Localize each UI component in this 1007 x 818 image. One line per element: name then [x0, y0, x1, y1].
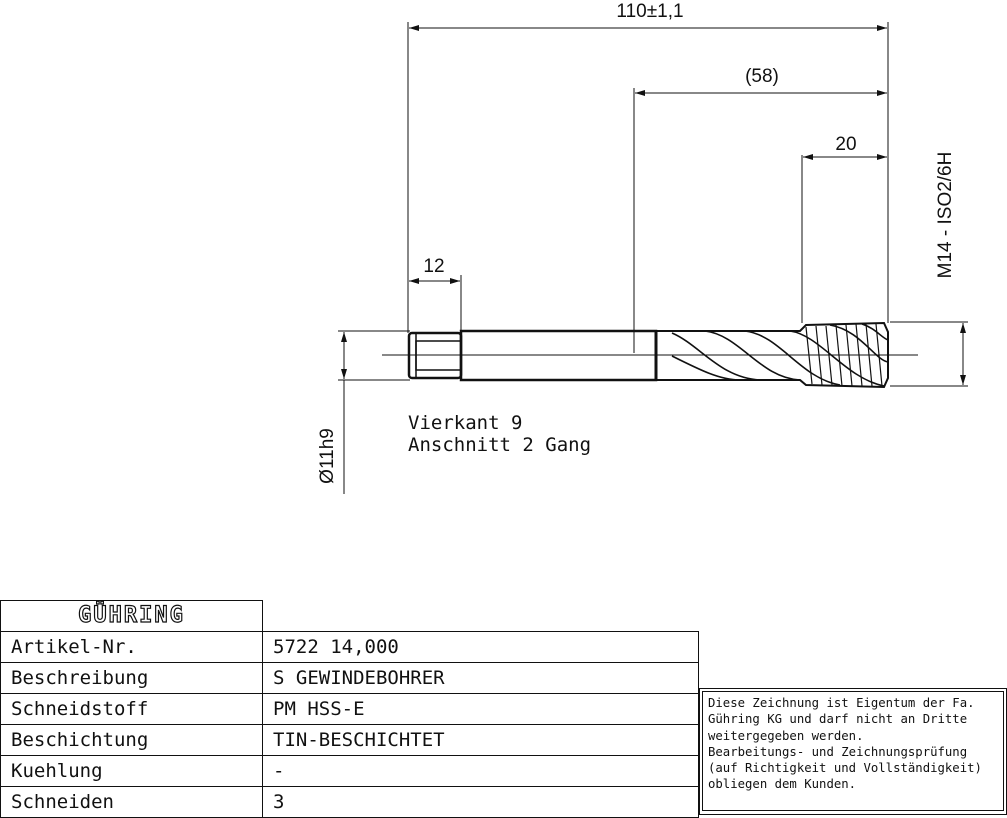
note-chamfer: Anschnitt 2 Gang — [408, 434, 592, 456]
table-row — [1, 724, 699, 755]
dim-thread-spec: M14 - ISO2/6H — [935, 151, 956, 279]
logo-cell — [1, 601, 263, 632]
row-value: PM HSS-E — [263, 693, 699, 724]
row-label: Beschreibung — [1, 662, 263, 693]
table-row — [1, 693, 699, 724]
copyright-notice: Diese Zeichnung ist Eigentum der Fa. Gühring KG und darf nicht an Dritte weitergegeben werden. Bearbeitungs- und Zeichnungsprüfung (auf Richtigkeit und Vollständigkeit) obliegen dem Kunden. — [702, 691, 1004, 811]
row-value: S GEWINDEBOHRER — [263, 662, 699, 693]
table-row — [1, 786, 699, 817]
dim-overall-length: 110±1,1 — [616, 1, 684, 22]
row-value: 3 — [263, 786, 699, 817]
note-square: Vierkant 9 — [408, 412, 523, 434]
logo-row — [1, 601, 699, 632]
dim-thread-length: 20 — [835, 134, 857, 155]
guehring-logo: GÜHRING — [78, 602, 185, 628]
row-value: - — [263, 755, 699, 786]
dim-shank-to-tip: (58) — [745, 66, 779, 87]
dim-shank-diameter: Ø11h9 — [317, 428, 338, 484]
dim-square-length: 12 — [423, 256, 445, 277]
table-row — [1, 631, 699, 662]
row-value: TIN-BESCHICHTET — [263, 724, 699, 755]
properties-table — [0, 600, 699, 818]
row-label: Artikel-Nr. — [1, 631, 263, 662]
row-label: Beschichtung — [1, 724, 263, 755]
table-row — [1, 755, 699, 786]
row-label: Kuehlung — [1, 755, 263, 786]
row-label: Schneidstoff — [1, 693, 263, 724]
row-value: 5722 14,000 — [263, 631, 699, 662]
table-row — [1, 662, 699, 693]
row-label: Schneiden — [1, 786, 263, 817]
